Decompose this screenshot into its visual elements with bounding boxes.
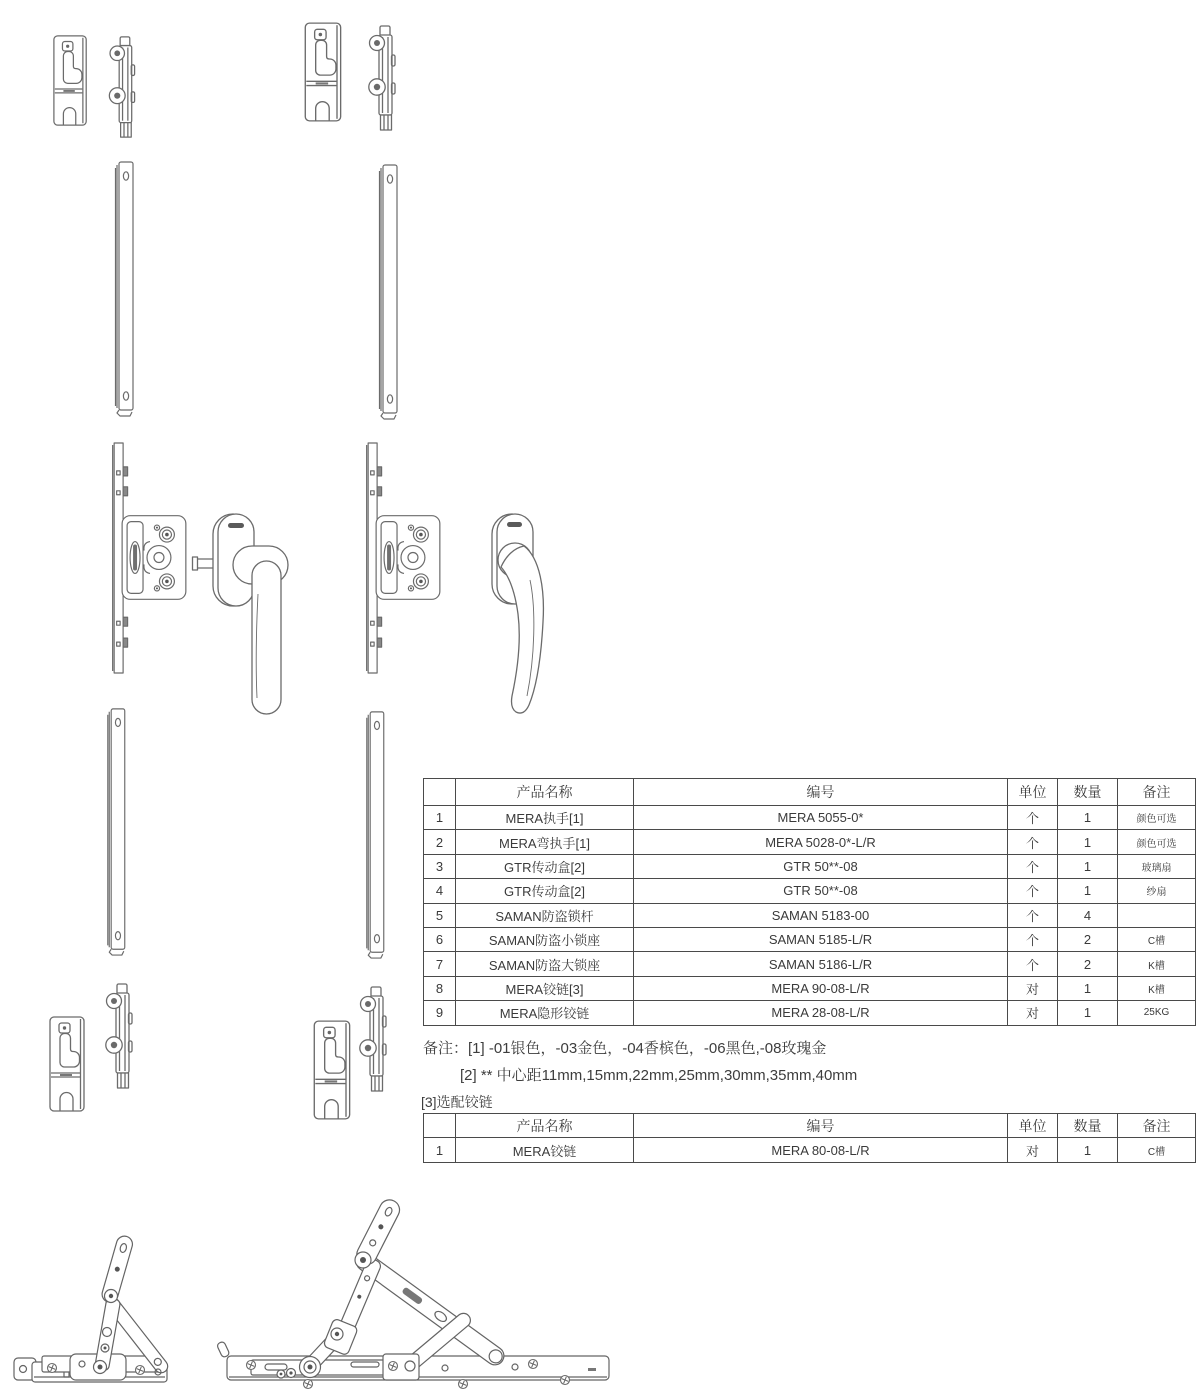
footnote-center-distance: [2] ** 中心距11mm,15mm,22mm,25mm,30mm,35mm,40mm	[460, 1066, 858, 1084]
keeper-plate-drawing-bottom-2	[310, 1018, 356, 1122]
column-header: 产品名称	[456, 779, 634, 806]
gearbox-faceplate-drawing-2	[360, 441, 448, 675]
parts-table	[423, 778, 1196, 1026]
table-cell: C槽	[1118, 1138, 1196, 1163]
table-cell: 1	[424, 806, 456, 830]
table-cell: MERA铰链	[456, 1138, 634, 1163]
table-row	[424, 903, 1196, 927]
keeper-plate-drawing-top-1	[50, 33, 92, 128]
friction-stay-small-drawing	[12, 1222, 247, 1394]
table-cell: 个	[1008, 927, 1058, 951]
table-cell: SAMAN 5186-L/R	[634, 952, 1008, 976]
bent-handle-drawing	[466, 506, 554, 721]
table-cell: 2	[1058, 927, 1118, 951]
table-row	[424, 1001, 1196, 1025]
keeper-roller-drawing-bottom-2	[355, 983, 395, 1095]
keeper-roller-drawing-top-1	[104, 34, 144, 140]
column-header: 产品名称	[456, 1114, 634, 1138]
table-row	[424, 927, 1196, 951]
table-cell: 个	[1008, 952, 1058, 976]
table-cell: MERA 28-08-L/R	[634, 1001, 1008, 1025]
footnotes	[423, 1036, 857, 1089]
keeper-roller-drawing-top-2	[364, 22, 404, 134]
table-row	[424, 879, 1196, 903]
keeper-plate-drawing-top-2	[301, 20, 347, 124]
table-cell: 9	[424, 1001, 456, 1025]
table-cell: SAMAN 5185-L/R	[634, 927, 1008, 951]
lock-rod-drawing-1	[110, 157, 140, 419]
header-row	[424, 1114, 1196, 1138]
table-cell: 1	[1058, 806, 1118, 830]
table-cell: 个	[1008, 830, 1058, 854]
table-cell: 2	[424, 830, 456, 854]
table-cell: K槽	[1118, 976, 1196, 1000]
column-header: 数量	[1058, 779, 1118, 806]
column-header: 单位	[1008, 779, 1058, 806]
table-cell: 4	[424, 879, 456, 903]
table-cell: GTR传动盒[2]	[456, 854, 634, 878]
table-cell: 个	[1008, 903, 1058, 927]
table-cell: 对	[1008, 1138, 1058, 1163]
table-cell: SAMAN 5183-00	[634, 903, 1008, 927]
table-cell: 对	[1008, 976, 1058, 1000]
lock-rod-drawing-4	[361, 708, 391, 960]
table-cell: MERA铰链[3]	[456, 976, 634, 1000]
table-cell: 1	[1058, 1001, 1118, 1025]
table-cell: MERA 5028-0*-L/R	[634, 830, 1008, 854]
column-header: 数量	[1058, 1114, 1118, 1138]
table-cell: 2	[1058, 952, 1118, 976]
column-header: 编号	[634, 1114, 1008, 1138]
table-cell: 4	[1058, 903, 1118, 927]
table-cell: 5	[424, 903, 456, 927]
table-cell: SAMAN防盗小锁座	[456, 927, 634, 951]
table-cell	[1118, 903, 1196, 927]
table-cell: 个	[1008, 879, 1058, 903]
optional-hinge-table	[423, 1113, 1196, 1163]
table-cell: GTR 50**-08	[634, 879, 1008, 903]
column-header: 备注	[1118, 1114, 1196, 1138]
table-cell: 对	[1008, 1001, 1058, 1025]
table-cell: 颜色可选	[1118, 830, 1196, 854]
table-cell: 7	[424, 952, 456, 976]
table-row	[424, 1138, 1196, 1163]
table-cell: 1	[1058, 976, 1118, 1000]
lock-rod-drawing-2	[374, 160, 404, 422]
table-cell: GTR传动盒[2]	[456, 879, 634, 903]
optional-hinge-label: [3]选配铰链	[421, 1094, 493, 1110]
table-cell: SAMAN防盗大锁座	[456, 952, 634, 976]
straight-handle-drawing	[192, 502, 304, 720]
column-header	[424, 1114, 456, 1138]
table-cell: 3	[424, 854, 456, 878]
column-header	[424, 779, 456, 806]
table-cell: MERA 90-08-L/R	[634, 976, 1008, 1000]
gearbox-faceplate-drawing-1	[106, 441, 194, 675]
table-row	[424, 830, 1196, 854]
column-header: 编号	[634, 779, 1008, 806]
keeper-plate-drawing-bottom-1	[46, 1014, 90, 1114]
column-header: 备注	[1118, 779, 1196, 806]
table-cell: 个	[1008, 854, 1058, 878]
table-row	[424, 806, 1196, 830]
lock-rod-drawing-3	[102, 705, 132, 957]
table-cell: 纱扇	[1118, 879, 1196, 903]
header-row	[424, 779, 1196, 806]
column-header: 单位	[1008, 1114, 1058, 1138]
table-cell: MERA弯执手[1]	[456, 830, 634, 854]
table-cell: GTR 50**-08	[634, 854, 1008, 878]
table-row	[424, 976, 1196, 1000]
table-cell: 1	[1058, 830, 1118, 854]
table-cell: MERA执手[1]	[456, 806, 634, 830]
footnote-colors: 备注：[1] -01银色，-03金色，-04香槟色，-06黑色,-08玫瑰金	[423, 1040, 827, 1057]
table-cell: C槽	[1118, 927, 1196, 951]
table-cell: 1	[1058, 879, 1118, 903]
table-cell: 1	[1058, 854, 1118, 878]
table-cell: 8	[424, 976, 456, 1000]
table-cell: 玻璃扇	[1118, 854, 1196, 878]
table-cell: K槽	[1118, 952, 1196, 976]
table-cell: SAMAN防盗锁杆	[456, 903, 634, 927]
table-cell: 6	[424, 927, 456, 951]
table-cell: 个	[1008, 806, 1058, 830]
table-cell: 1	[424, 1138, 456, 1163]
table-row	[424, 854, 1196, 878]
table-cell: 1	[1058, 1138, 1118, 1163]
table-row	[424, 952, 1196, 976]
table-cell: MERA 5055-0*	[634, 806, 1008, 830]
table-cell: 25KG	[1118, 1001, 1196, 1025]
table-cell: MERA 80-08-L/R	[634, 1138, 1008, 1163]
friction-stay-large-drawing	[213, 1196, 615, 1398]
table-cell: MERA隐形铰链	[456, 1001, 634, 1025]
table-cell: 颜色可选	[1118, 806, 1196, 830]
keeper-roller-drawing-bottom-1	[101, 978, 141, 1094]
